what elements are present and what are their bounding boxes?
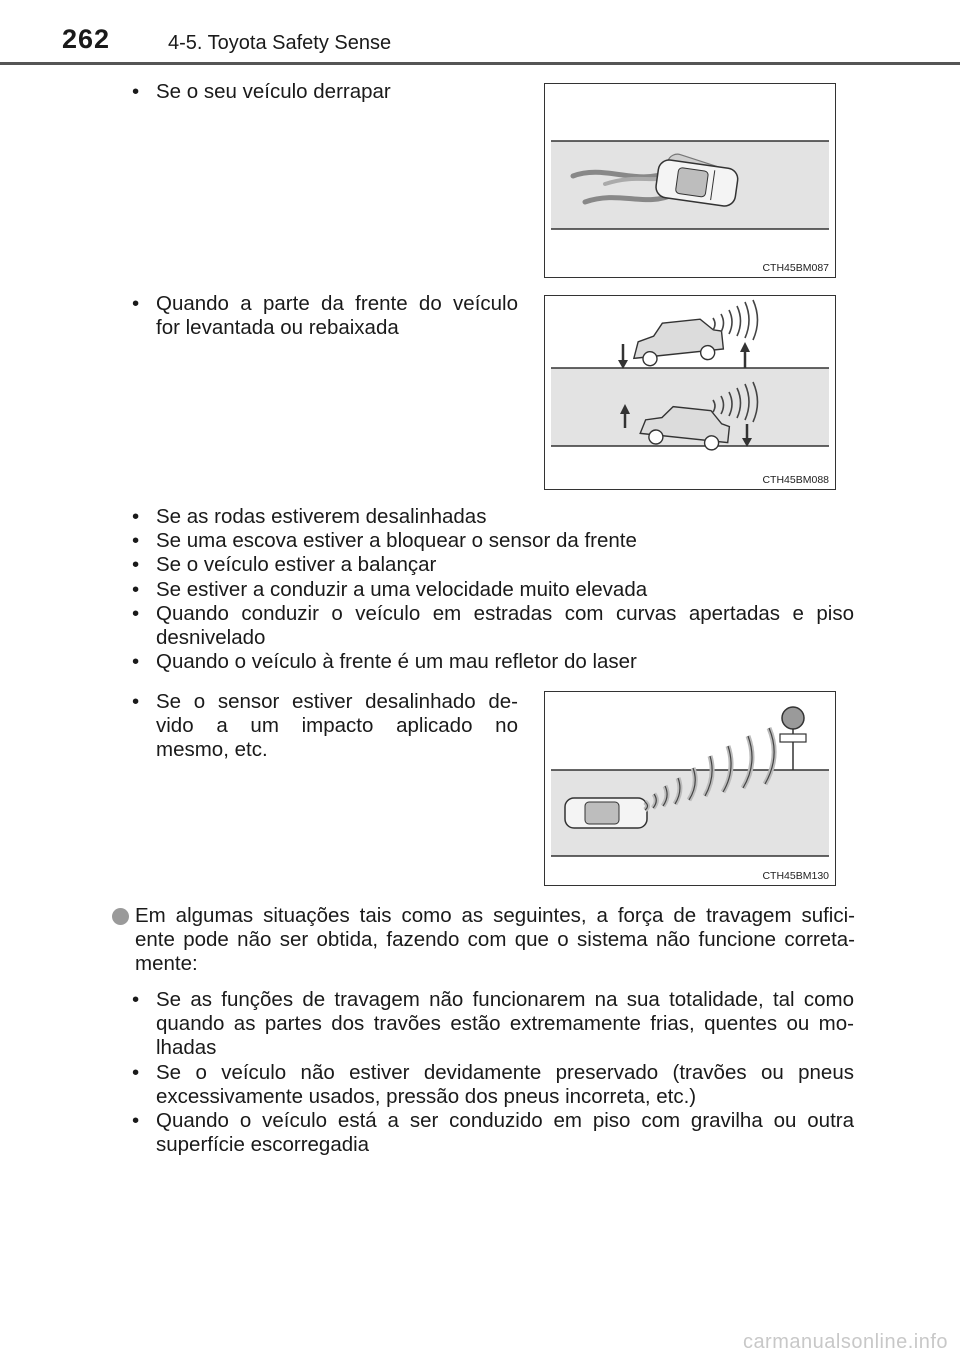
list-item-line: excessivamente usados, pressão dos pneus incorreta, etc.) xyxy=(156,1084,697,1108)
bullet-icon: • xyxy=(132,1060,140,1084)
bullet-icon: • xyxy=(132,529,140,553)
list-item-skid: Se o seu veículo derrapar xyxy=(156,80,391,103)
list-item-front-raised-line1: Quando a parte da frente do veículo xyxy=(156,292,518,315)
figure-misaligned-sensor xyxy=(544,691,836,886)
figure-code: CTH45BM088 xyxy=(762,474,829,486)
list-item-line: Se as funções de travagem não funcionarem na sua totalidade, tal como xyxy=(156,988,854,1011)
paragraph-line3: mente: xyxy=(135,952,198,975)
bullet-icon: • xyxy=(132,690,140,713)
list-item-line: Se o veículo estiver a balançar xyxy=(156,553,437,577)
list-item-sensor-misaligned-line1: Se o sensor estiver desalinhado de- xyxy=(156,690,518,713)
page-number: 262 xyxy=(62,24,111,54)
list-item-sensor-misaligned-line2: vido a um impacto aplicado no xyxy=(156,714,518,737)
figure-code: CTH45BM087 xyxy=(762,262,829,274)
figure-skidding-car xyxy=(544,83,836,278)
bullet-icon: • xyxy=(132,577,140,601)
list-item-line: Quando o veículo está a ser conduzido em piso com gravilha ou outra xyxy=(156,1109,854,1132)
list-item-line: superfície escorregadia xyxy=(156,1133,370,1157)
list-item-line: Quando conduzir o veículo em estradas com curvas apertadas e piso xyxy=(156,601,854,625)
header-divider xyxy=(0,62,960,65)
list-item-line: Quando o veículo à frente é um mau refletor do laser xyxy=(156,650,637,674)
list-item-front-raised-line2: for levantada ou rebaixada xyxy=(156,316,399,339)
list-item-sensor-misaligned-line3: mesmo, etc. xyxy=(156,738,268,761)
bullet-icon: • xyxy=(132,292,140,315)
page-header xyxy=(0,0,960,68)
list-item-line: Se uma escova estiver a bloquear o sensor da frente xyxy=(156,529,637,553)
bullet-icon: • xyxy=(132,650,140,674)
bullet-icon: • xyxy=(132,80,140,103)
list-item-line: desnivelado xyxy=(156,626,266,649)
figure-pitching-car xyxy=(544,295,836,490)
watermark: carmanualsonline.info xyxy=(742,1331,948,1353)
section-title: 4-5. Toyota Safety Sense xyxy=(168,32,392,54)
bullet-icon: • xyxy=(132,988,140,1011)
bullet-icon: • xyxy=(132,601,140,625)
paragraph-line2: ente pode não ser obtida, fazendo com que o sistema não funcione correta- xyxy=(135,928,855,951)
list-item-line: quando as partes dos travões estão extremamente frias, quentes ou mo- xyxy=(156,1012,854,1036)
list-item-line: Se estiver a conduzir a uma velocidade muito elevada xyxy=(156,577,648,601)
bullet-icon: • xyxy=(132,1109,140,1132)
section-bullet-icon xyxy=(112,908,129,925)
paragraph-line1: Em algumas situações tais como as seguintes, a força de travagem sufici- xyxy=(135,904,855,927)
bullet-icon: • xyxy=(132,553,140,577)
list-item-line: Se o veículo não estiver devidamente preservado (travões ou pneus xyxy=(156,1060,854,1084)
list-item-line: lhadas xyxy=(156,1036,217,1060)
list-item-line: Se as rodas estiverem desalinhadas xyxy=(156,505,487,528)
figure-code: CTH45BM130 xyxy=(762,870,829,882)
bullet-icon: • xyxy=(132,505,140,528)
